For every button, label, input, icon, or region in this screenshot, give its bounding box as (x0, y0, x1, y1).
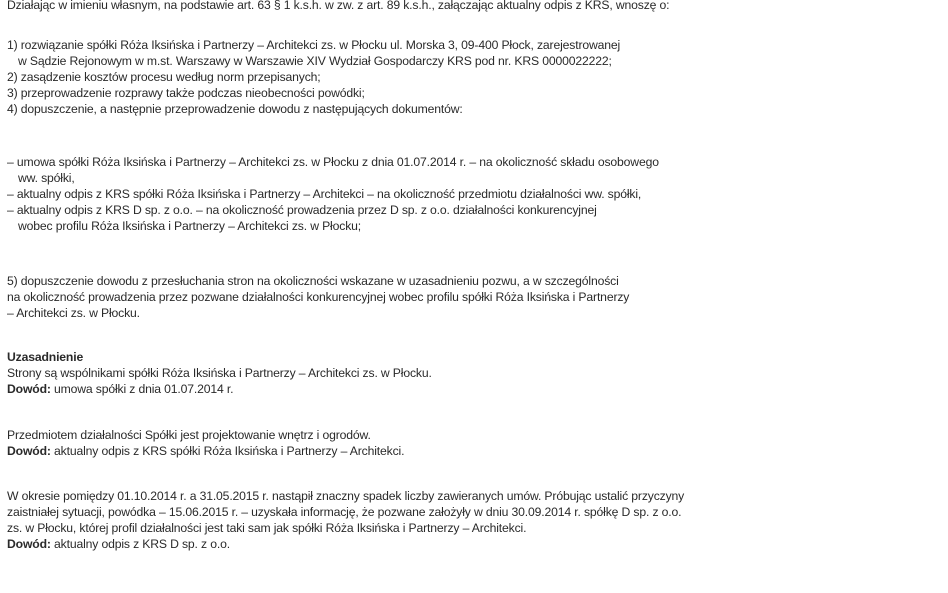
evidence-line-1 (7, 382, 233, 397)
document-item-3: – aktualny odpis z KRS D sp. z o.o. – na okoliczność prowadzenia przez D sp. z o.o. działalności konkurencyjnej (7, 203, 597, 217)
evidence-line-2 (7, 444, 404, 459)
evidence-line-3 (7, 537, 230, 552)
request-item-5-line-2: na okoliczność prowadzenia przez pozwane działalności konkurencyjnej wobec profilu spółki Róża Iksińska i Partnerzy (7, 290, 630, 304)
document-item-2: – aktualny odpis z KRS spółki Róża Iksińska i Partnerzy – Architekci – na okoliczność przedmiotu działalności ww. spółki, (7, 187, 642, 201)
document-item-1-continuation: ww. spółki, (18, 171, 75, 185)
request-item-4: 4) dopuszczenie, a następnie przeprowadzenie dowodu z następujących dokumentów: (7, 102, 463, 116)
evidence-text: aktualny odpis z KRS spółki Róża Iksińska i Partnerzy – Architekci. (50, 444, 405, 458)
justification-paragraph-3-line-3: zs. w Płocku, której profil działalności jest taki sam jak spółki Róża Iksińska i Partnerzy – Architekci. (7, 521, 527, 535)
evidence-label: Dowód: (7, 537, 51, 551)
justification-paragraph-2: Przedmiotem działalności Spółki jest projektowanie wnętrz i ogrodów. (7, 428, 371, 442)
document-item-1: – umowa spółki Róża Iksińska i Partnerzy – Architekci zs. w Płocku z dnia 01.07.2014 r. – na okoliczność składu osobowego (7, 155, 659, 169)
justification-paragraph-3: W okresie pomiędzy 01.10.2014 r. a 31.05.2015 r. nastąpił znaczny spadek liczby zawieranych umów. Próbując ustalić przyczyny (7, 489, 685, 503)
evidence-label: Dowód: (7, 382, 51, 396)
request-item-2: 2) zasądzenie kosztów procesu według norm przepisanych; (7, 70, 321, 84)
request-item-1: 1) rozwiązanie spółki Róża Iksińska i Partnerzy – Architekci zs. w Płocku ul. Morska 3, 09-400 Płock, zarejestrowanej (7, 38, 621, 52)
request-item-5: 5) dopuszczenie dowodu z przesłuchania stron na okoliczności wskazane w uzasadnieniu pozwu, a w szczególności (7, 274, 619, 288)
evidence-label: Dowód: (7, 444, 51, 458)
document-item-3-continuation: wobec profilu Róża Iksińska i Partnerzy – Architekci zs. w Płocku; (18, 219, 361, 233)
request-item-1-continuation: w Sądzie Rejonowym w m.st. Warszawy w Warszawie XIV Wydział Gospodarczy KRS pod nr. KRS 0000022222; (18, 54, 612, 68)
justification-paragraph-1: Strony są wspólnikami spółki Róża Iksińska i Partnerzy – Architekci zs. w Płocku. (7, 366, 432, 380)
evidence-text: umowa spółki z dnia 01.07.2014 r. (50, 382, 234, 396)
justification-paragraph-3-line-2: zaistniałej sytuacji, powódka – 15.06.2015 r. – uzyskała informację, że pozwane założyły w dniu 30.09.2014 r. spółkę D sp. z o.o. (7, 505, 682, 519)
evidence-text: aktualny odpis z KRS D sp. z o.o. (50, 537, 230, 551)
intro-paragraph: Działając w imieniu własnym, na podstawie art. 63 § 1 k.s.h. w zw. z art. 89 k.s.h., załączając aktualny odpis z KRS, wnoszę o: (7, 0, 670, 12)
justification-heading: Uzasadnienie (7, 350, 84, 364)
request-item-3: 3) przeprowadzenie rozprawy także podczas nieobecności powódki; (7, 86, 365, 100)
request-item-5-line-3: – Architekci zs. w Płocku. (7, 306, 140, 320)
